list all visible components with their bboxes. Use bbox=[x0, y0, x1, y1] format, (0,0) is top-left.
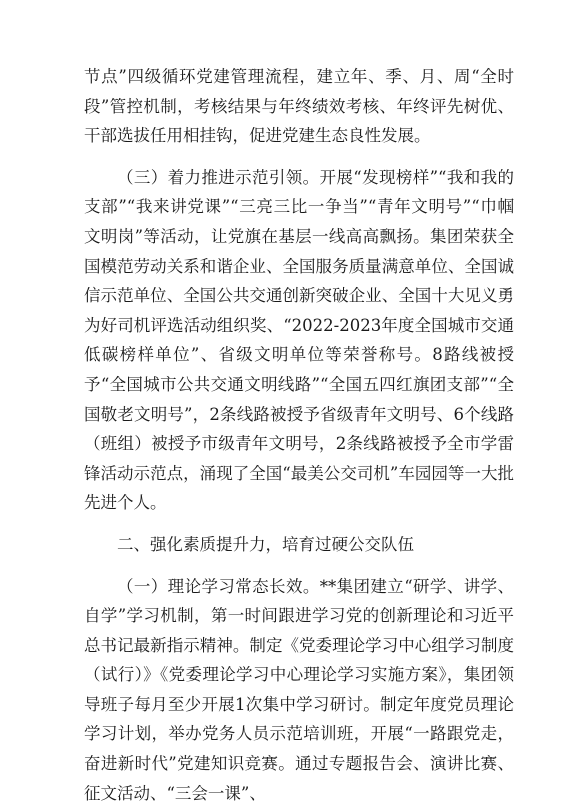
paragraph-gap bbox=[84, 560, 514, 572]
section-heading: 二、强化素质提升力，培育过硬公交队伍 bbox=[84, 530, 514, 560]
paragraph-continuation: 节点”四级循环党建管理流程，建立年、季、月、周“全时段”管控机制，考核结果与年终绩效考核、年终评先树优、干部选拔任用相挂钩，促进党建生态良性发展。 bbox=[84, 62, 514, 151]
paragraph-gap bbox=[84, 518, 514, 530]
paragraph-demonstration: （三）着力推进示范引领。开展“发现榜样”“我和我的支部”“我来讲党课”“三亮三比一争当”“青年文明号”“巾帼文明岗”等活动，让党旗在基层一线高高飘扬。集团荣获全国模范劳动关系和谐企业、全国服务质量满意单位、全国诚信示范单位、全国公共交通创新突破企业、全国十大见义勇为好司机评选活动组织奖、“2022-2023年度全国城市交通低碳榜样单位”、省级文明单位等荣誉称号。8路线被授予“全国城市公共交通文明线路”“全国五四红旗团支部”“全国敬老文明号”，2条线路被授予省级青年文明号、6个线路（班组）被授予市级青年文明号，2条线路被授予全市学雷锋活动示范点，涌现了全国“最美公交司机”车园园等一大批先进个人。 bbox=[84, 163, 514, 518]
paragraph-gap bbox=[84, 151, 514, 163]
document-body bbox=[84, 62, 514, 808]
paragraph-theory-study: （一）理论学习常态长效。**集团建立“研学、讲学、自学”学习机制，第一时间跟进学习党的创新理论和习近平总书记最新指示精神。制定《党委理论学习中心组学习制度（试行）》《党委理论学习中心理论学习实施方案》，集团领导班子每月至少开展1次集中学习研讨。制定年度党员理论学习计划，举办党务人员示范培训班，开展“一路跟党走，奋进新时代”党建知识竞赛。通过专题报告会、演讲比赛、征文活动、“三会一课”、 bbox=[84, 572, 514, 808]
